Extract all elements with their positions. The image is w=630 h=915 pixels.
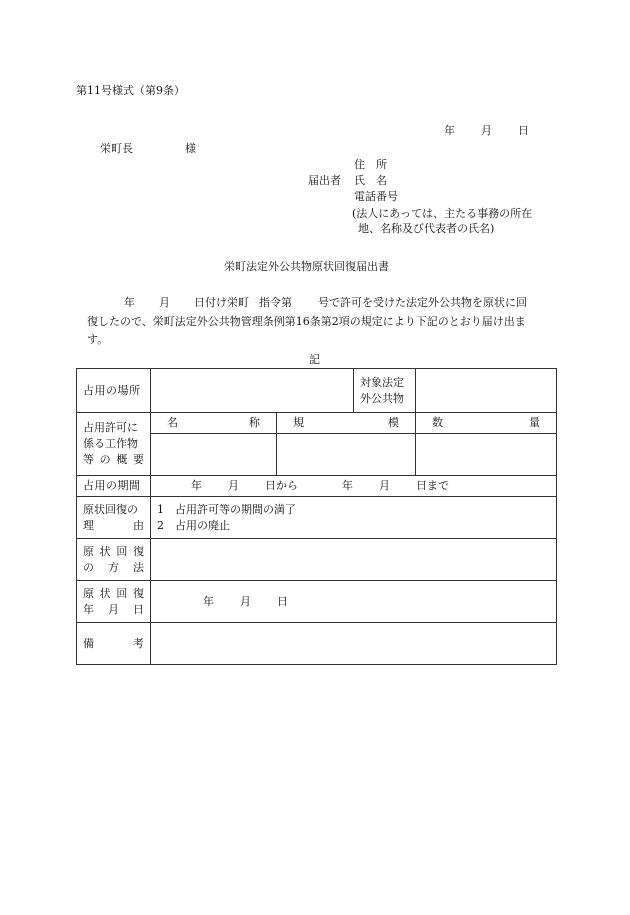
restoration-date-label-1: 原 状 回 復 <box>83 586 144 600</box>
col-name-a: 名 <box>167 416 178 429</box>
submission-date <box>444 124 529 138</box>
period-to-year: 年 <box>342 479 353 492</box>
ki-heading: 記 <box>309 353 320 366</box>
location-value <box>151 369 354 413</box>
row-method <box>77 539 557 581</box>
method-label-2: の 方 法 <box>83 560 144 574</box>
structure-qty-value <box>416 434 557 476</box>
body-line-2: 復したので、栄町法定外公共物管理条例第16条第2項の規定により下記のとおり届け出ま <box>87 315 526 328</box>
object-label-cell <box>354 369 416 413</box>
reason-option-1: 1 占用許可等の期間の満了 <box>157 502 296 516</box>
body-month: 月 <box>159 296 170 309</box>
row-remarks <box>77 623 557 665</box>
row-location <box>77 369 557 413</box>
object-label-1: 対象法定 <box>360 375 404 389</box>
addressee-honorific: 様 <box>185 142 196 155</box>
structure-size-value <box>277 434 416 476</box>
object-value <box>416 369 557 413</box>
col-qty-header <box>416 413 557 434</box>
body-rest: 号で許可を受けた法定外公共物を原状に回 <box>318 296 527 309</box>
location-label-cell <box>77 369 151 413</box>
form-number: 第11号様式（第9条） <box>76 84 185 97</box>
addressee <box>100 142 196 156</box>
structure-label-2: 係る工作物 <box>83 437 138 450</box>
remarks-value <box>151 623 557 665</box>
form-table <box>76 368 557 665</box>
col-size-b: 模 <box>388 416 399 429</box>
corporate-note-line2: 地、名称及び代表者の氏名) <box>358 222 495 235</box>
body-date-suffix: 日付け栄町 <box>194 296 249 309</box>
restoration-date-value <box>151 581 557 623</box>
row-period <box>77 476 557 497</box>
remarks-label-cell <box>77 623 151 665</box>
reason-label-cell <box>77 497 151 539</box>
period-from-day: 日から <box>265 479 298 492</box>
body-year: 年 <box>124 296 135 309</box>
remarks-label: 備 考 <box>83 636 144 650</box>
period-to-day: 日まで <box>416 479 449 492</box>
structure-label-1: 占用許可に <box>83 421 138 434</box>
restoration-month: 月 <box>240 594 251 608</box>
period-to-month: 月 <box>379 479 390 492</box>
col-size-header <box>277 413 416 434</box>
col-qty-a: 数 <box>432 416 443 429</box>
date-day: 日 <box>518 124 529 137</box>
reason-label-2: 理 由 <box>83 518 144 532</box>
address-label: 住 所 <box>354 158 387 171</box>
reason-value <box>151 497 557 539</box>
location-label: 占 用 の 場 所 <box>83 383 140 397</box>
structure-label-3: 等 の 概 要 <box>83 453 144 466</box>
col-size-a: 規 <box>293 416 304 429</box>
structure-name-value <box>151 434 277 476</box>
col-qty-b: 量 <box>529 416 540 429</box>
addressee-name: 栄町長 <box>100 142 133 155</box>
method-label-1: 原 状 回 復 <box>83 544 144 558</box>
period-label-cell <box>77 476 151 497</box>
name-label: 氏 名 <box>354 174 387 187</box>
reason-option-2: 2 占用の廃止 <box>157 518 230 532</box>
object-label-2: 外公共物 <box>360 391 404 405</box>
restoration-date-label-2: 年 月 日 <box>83 602 144 616</box>
date-month: 月 <box>481 124 492 137</box>
restoration-year: 年 <box>203 594 214 608</box>
method-label-cell <box>77 539 151 581</box>
body-line-3: す。 <box>87 333 109 346</box>
applicant-label: 届出者 <box>308 174 341 187</box>
row-reason <box>77 497 557 539</box>
phone-label: 電話番号 <box>354 190 398 203</box>
method-value <box>151 539 557 581</box>
body-line-1 <box>124 296 527 310</box>
restoration-date-label-cell <box>77 581 151 623</box>
row-structure-header <box>77 413 557 434</box>
row-restoration-date <box>77 581 557 623</box>
structure-label-cell <box>77 413 151 476</box>
date-year: 年 <box>444 124 455 137</box>
restoration-day: 日 <box>277 594 288 608</box>
body-directive: 指令第 <box>259 296 292 309</box>
document-title: 栄町法定外公共物原状回復届出書 <box>224 260 389 273</box>
reason-label-1: 原状回復の <box>83 502 138 516</box>
period-from-year: 年 <box>191 479 202 492</box>
period-value <box>151 476 557 497</box>
col-name-header <box>151 413 277 434</box>
period-label: 占 用 の 期 間 <box>83 479 140 492</box>
period-from-month: 月 <box>228 479 239 492</box>
corporate-note-line1: (法人にあっては、主たる事務の所在 <box>352 207 533 220</box>
col-name-b: 称 <box>249 416 260 429</box>
